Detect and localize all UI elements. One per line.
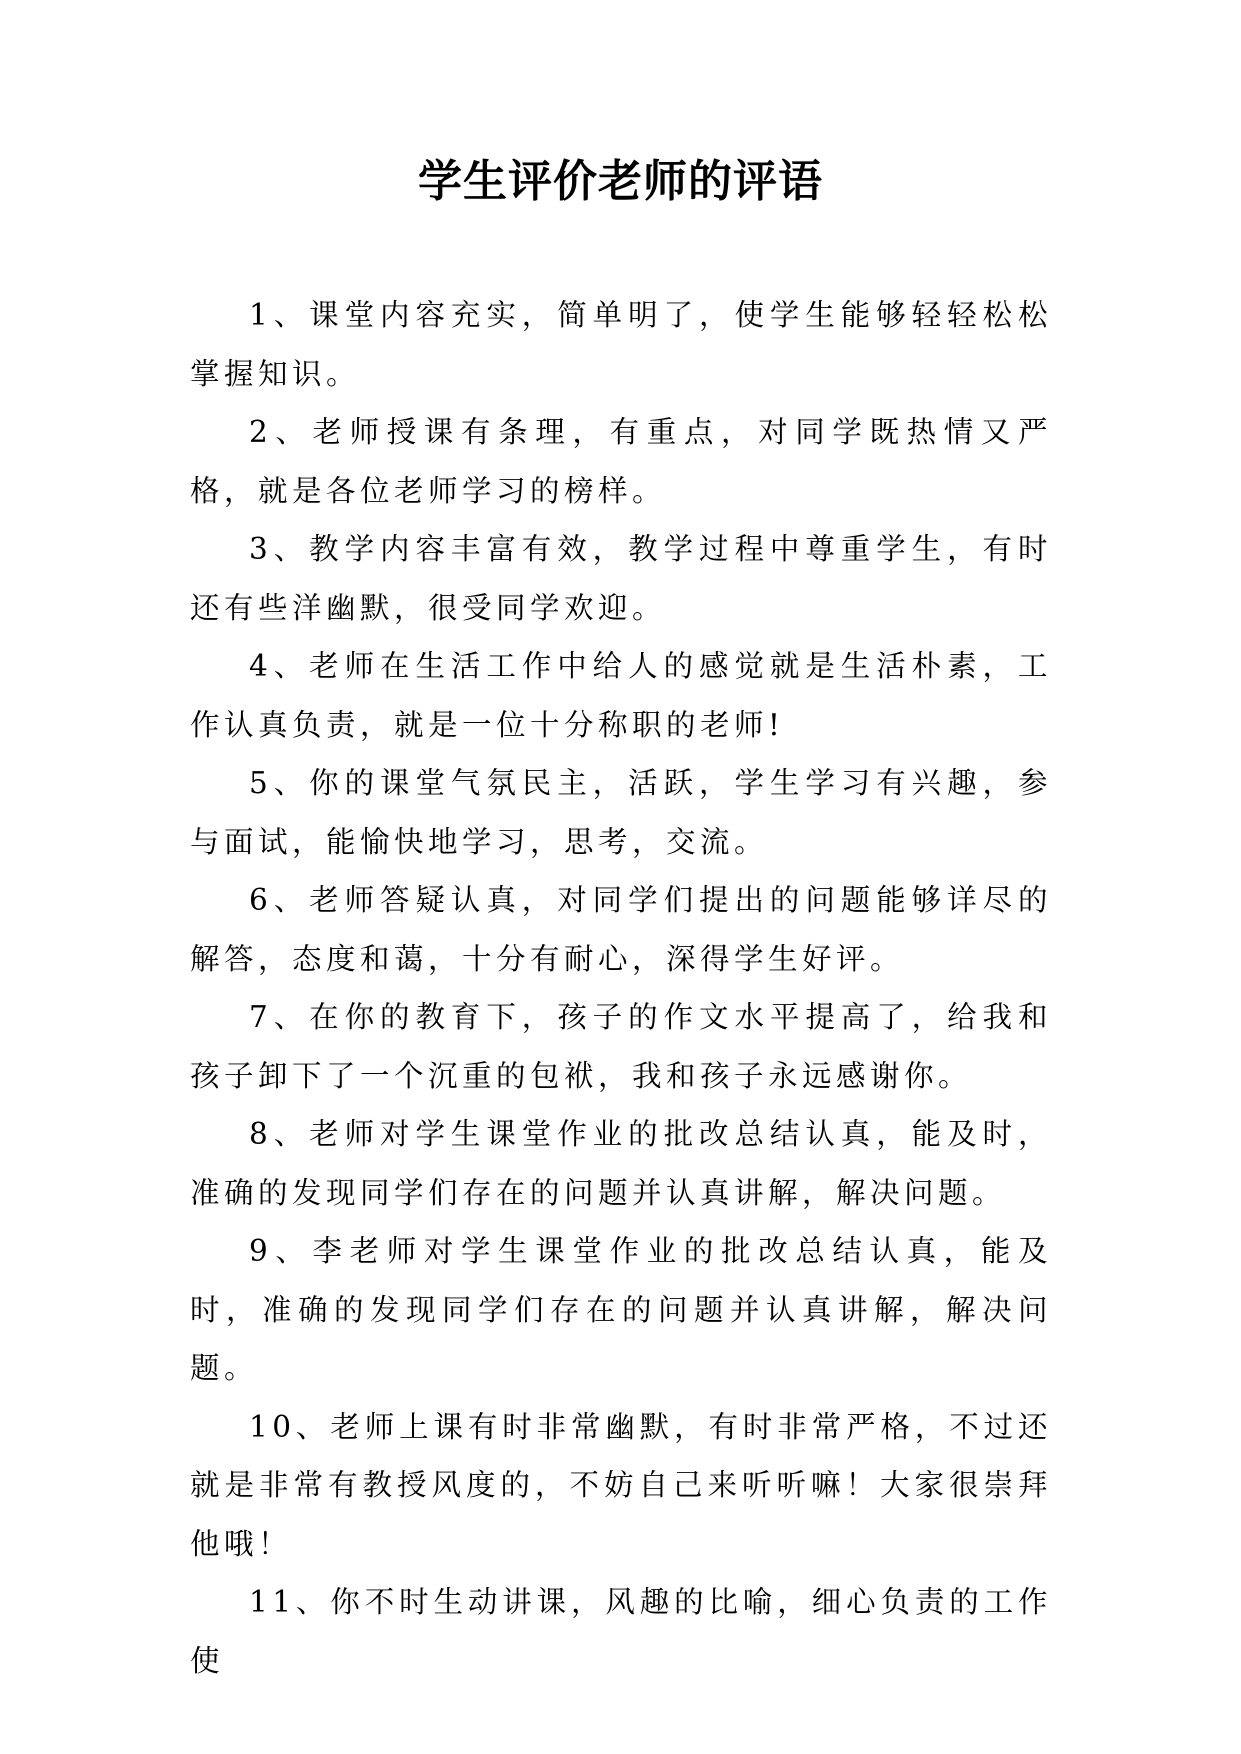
- paragraph-2: 2、老师授课有条理，有重点，对同学既热情又严格，就是各位老师学习的榜样。: [190, 415, 1052, 508]
- document-title: 学生评价老师的评语: [418, 156, 823, 207]
- paragraph-7: 7、在你的教育下，孩子的作文水平提高了，给我和孩子卸下了一个沉重的包袱，我和孩子永远感谢你。: [190, 1000, 1052, 1093]
- paragraph-5: 5、你的课堂气氛民主，活跃，学生学习有兴趣，参与面试，能愉快地学习，思考，交流。: [190, 766, 1052, 859]
- paragraph-6: 6、老师答疑认真，对同学们提出的问题能够详尽的解答，态度和蔼，十分有耐心，深得学生好评。: [190, 883, 1052, 976]
- paragraph-10: 10、老师上课有时非常幽默，有时非常严格，不过还就是非常有教授风度的，不妨自己来听听嘛！大家很崇拜他哦！: [190, 1409, 1052, 1561]
- document-body: [190, 286, 1052, 1690]
- paragraph-11: 11、你不时生动讲课，风趣的比喻，细心负责的工作使: [190, 1585, 1052, 1678]
- paragraph-4: 4、老师在生活工作中给人的感觉就是生活朴素，工作认真负责，就是一位十分称职的老师!: [190, 649, 1052, 742]
- paragraph-8: 8、老师对学生课堂作业的批改总结认真，能及时，准确的发现同学们存在的问题并认真讲解，解决问题。: [190, 1117, 1052, 1210]
- paragraph-3: 3、教学内容丰富有效，教学过程中尊重学生，有时还有些洋幽默，很受同学欢迎。: [190, 532, 1052, 625]
- paragraph-1: 1、课堂内容充实，简单明了，使学生能够轻轻松松掌握知识。: [190, 298, 1052, 391]
- paragraph-9: 9、李老师对学生课堂作业的批改总结认真，能及时，准确的发现同学们存在的问题并认真讲解，解决问题。: [190, 1234, 1052, 1385]
